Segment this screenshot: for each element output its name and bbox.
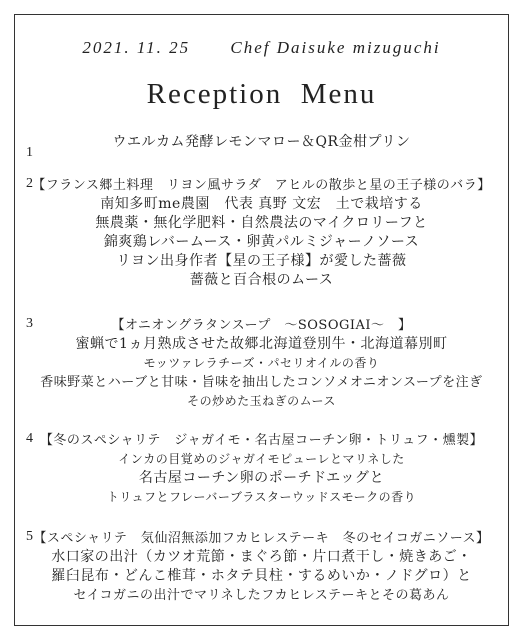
course-number: 1 xyxy=(26,145,33,160)
course-line: トリュフとフレーバーブラスターウッドスモークの香り xyxy=(106,490,417,504)
course-line: ウエルカム発酵レモンマロー＆QR金柑プリン xyxy=(112,134,411,150)
course-line: 薔薇と百合根のムース xyxy=(189,272,334,288)
course-line: 無農薬・無化学肥料・自然農法のマイクロリーフと xyxy=(95,215,428,231)
chef-name: Chef Daisuke mizuguchi xyxy=(230,38,441,57)
course-line: 南知多町me農園 代表 真野 文宏 土で栽培する xyxy=(100,196,423,212)
course-4 xyxy=(0,431,523,507)
course-line: 羅臼昆布・どんこ椎茸・ホタテ貝柱・するめいか・ノドグロ）と xyxy=(51,568,472,584)
course-line: 蜜蝋で1ヵ月熟成させた故郷北海道登別牛・北海道幕別町 xyxy=(75,336,448,352)
course-line: 香味野菜とハーブと甘味・旨味を抽出したコンソメオニオンスープを注ぎ xyxy=(40,375,483,390)
course-line: 名古屋コーチン卵のポーチドエッグと xyxy=(138,470,385,486)
course-heading: 【スペシャリテ 気仙沼無添加フカヒレステーキ 冬のセイコガニソース】 xyxy=(33,531,490,546)
course-heading: 【冬のスペシャリテ ジャガイモ・名古屋コーチン卵・トリュフ・燻製】 xyxy=(39,433,484,448)
course-number: 2 xyxy=(26,176,33,191)
course-line: リヨン出身作者【星の王子様】が愛した薔薇 xyxy=(116,253,407,269)
course-heading: 【フランス郷土料理 リヨン風サラダ アヒルの散歩と星の王子様のバラ】 xyxy=(32,178,491,193)
menu-title: Reception Menu xyxy=(146,78,377,110)
course-number: 3 xyxy=(26,316,33,331)
course-number: 5 xyxy=(26,529,33,544)
course-line: その炒めた玉ねぎのムース xyxy=(187,394,336,408)
course-3 xyxy=(0,316,523,411)
course-2 xyxy=(0,176,523,290)
course-5 xyxy=(0,529,523,605)
menu-date: 2021. 11. 25 xyxy=(82,38,191,57)
course-number: 4 xyxy=(26,431,33,446)
course-line: セイコガニの出汁でマリネしたフカヒレステーキとその葛あん xyxy=(73,588,450,603)
menu-header xyxy=(0,38,523,58)
course-line: 水口家の出汁（カツオ荒節・まぐろ節・片口煮干し・焼きあご・ xyxy=(51,549,472,565)
course-line: 錦爽鶏レバームース・卵黄パルミジャーノソース xyxy=(103,234,420,250)
course-1 xyxy=(0,133,523,160)
course-heading: 【オニオングラタンスープ ～SOSOGIAI～ 】 xyxy=(111,318,412,333)
course-line: モッツァレラチーズ・パセリオイルの香り xyxy=(143,356,380,370)
course-line: インカの目覚めのジャガイモピューレとマリネした xyxy=(118,452,405,466)
